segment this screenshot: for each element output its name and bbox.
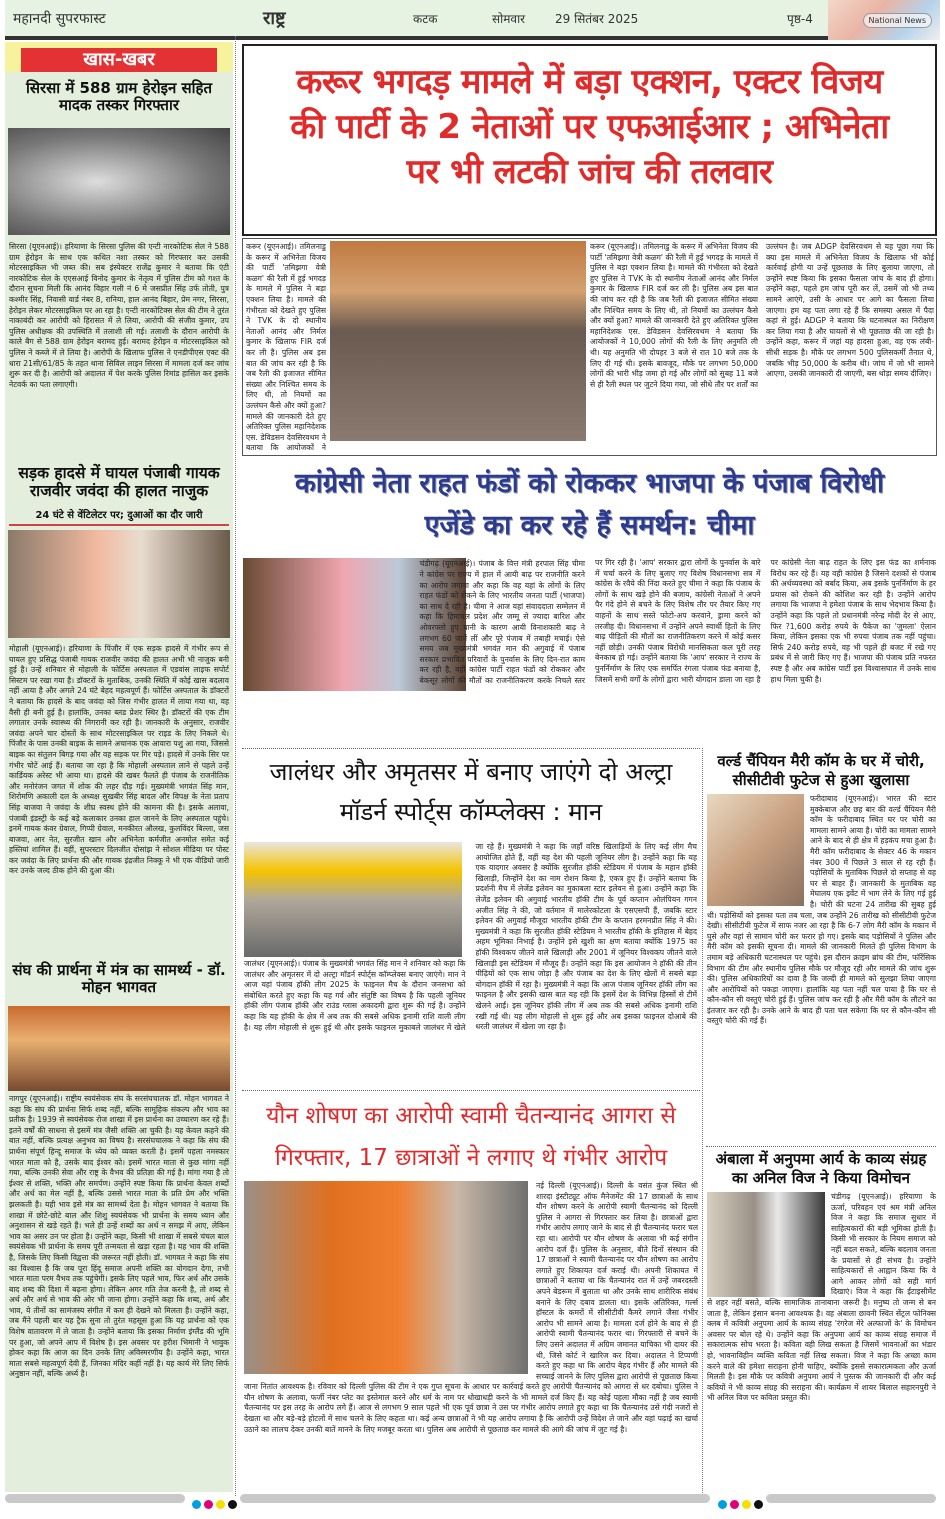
- vijay-rally-photo: [330, 241, 586, 441]
- cyan-dot: [718, 1500, 727, 1509]
- swami-headline-line: यौन शोषण का आरोपी स्वामी चैतन्यानंद आगरा से: [266, 1103, 676, 1129]
- cyan-dot: [192, 1500, 201, 1509]
- day: सोमवार: [492, 11, 526, 26]
- khas-khabar-label: खास-खबर: [21, 48, 217, 72]
- header-rule: [5, 36, 830, 40]
- red-rule: [9, 524, 229, 526]
- story-heroin-headline: सिरसा में 588 ग्राम हेरोइन सहित मादक तस्कर गिरफ्तार: [25, 79, 213, 115]
- black-dot: [754, 1500, 763, 1509]
- lead-headline-line: की पार्टी के 2 नेताओं पर एफआईआर ; अभिनेता: [290, 107, 889, 147]
- story-bhagwat-headline: संघ की प्रार्थना में मंत्र का सामर्थ्य - डॉ. मोहन भागवत: [12, 961, 226, 997]
- footer-bar: [766, 1494, 936, 1503]
- story-singer-subhead: 24 घंटे से वेंटिलेटर पर; दुआओं का दौर जारी: [35, 510, 203, 521]
- magenta-dot: [730, 1500, 739, 1509]
- column-divider: [235, 36, 236, 1496]
- paper-name: महानदी सुपरफास्ट: [13, 10, 106, 27]
- jalandhar-headline-line: मॉडर्न स्पोर्ट्स कॉम्प्लेक्स : मान: [339, 798, 603, 826]
- story-heroin-body: सिरसा (यूएनआई)। हरियाणा के सिरसा पुलिस की एन्टी नारकोटिक सेल ने 588 ग्राम हेरोइन के साथ एक कथित नशा तस्कर को गिरफ्तार कर उसकी मोटरसाइकिल भी जब्त की। सब इंस्पेक्टर राजेंद्र कुमार ने बताया कि एंटी नारकोटिक सेल के एएसआई विनोद कुमार के नेतृत्व में पुलिस टीम को गश्त के दौरान सुचना मिली कि आनंद विहार गली नं 6 मे जसप्रीत सिंह उर्फ तोती, पुत्र कश्मीर सिंह, निवासी वार्ड नंबर 8, रानिया, हाल आनंद बिहार, प्रेम नगर, सिरसा, हेरोइन लेकर मोटरसाइकिल पर आ रहा है। एन्टी नारकोटिक्स सेल की टीम ने तुरंत नाकाबंदी कर आरोपी को हिरासत में ले लिया, आरोपी की संजीव कुमार, उप पुलिस अधीक्षक की उपस्थिति में तलाशी ली गई। तलाशी के दौरान आरोपी के काले बैग से 588 ग्राम हेरोइन बरामद हुई। बरामद हेरोइन व मोटरसाइकिल को पुलिस ने कब्जे में ले लिया है। आरोपी के खिलाफ पुलिस ने एनडीपीएस एक्ट की धारा 21सी/61/85 के तहत थाना सिविल लाइन सिरसा में मामला दर्ज कर जांच शुरू कर दी है। आरोपी को अदालत में पेश करके पुलिस रिमांड हासिल कर इसके नेटवर्क का पता लगाएगी।: [9, 242, 229, 389]
- lead-headline-box: [242, 44, 937, 236]
- marykom-photo: [707, 794, 804, 906]
- swami-body-text: नई दिल्ली (यूएनआई)। दिल्ली के वसंत कुंज स्थित श्री शारदा इंस्टीट्यूट ऑफ मैनेजमेंट की 17 छात्राओं के साथ यौन शोषण करने के आरोपी स्वामी चैतन्यानंद को दिल्ली पुलिस ने आगरा से गिरफ्तार कर लिया है। छात्राओं द्वारा गंभीर आरोप लगाए जाने के बाद से ही चैतन्यानंद फरार चल रहा था। आरोपी पर यौन शोषण के अलावा भी कई संगीन आरोप दर्ज हैं। पुलिस के अनुसार, बीते दिनों संस्थान की 17 छात्राओं ने स्वामी चैतन्यानंद पर यौन शोषण का आरोप लगाते हुए शिकायत दर्ज कराई थी। अपनी शिकायत में छात्राओं ने बताया था कि चैतन्यानंद रात में उन्हें जबरदस्ती अपने बेडरूम में बुलाता था और उनके साथ शारीरिक संबंध बनाने के लिए दबाव डालता था। इसके अतिरिक्त, गर्ल्स हॉस्टल के कमरों में सीसीटीवी कैमरे लगाने जैसा गंभीर आरोप भी सामने आया है। मामला दर्ज होने के बाद से ही आरोपी स्वामी चैतन्यानंद फरार था। गिरफ्तारी से बचने के लिए उसने अदालत में अग्रिम जमानत याचिका भी दायर की थी, जिसे कोर्ट ने खारिज कर दिया। अदालत ने टिप्पणी करते हुए कहा था कि आरोप बेहद गंभीर हैं और मामले की सच्चाई जानने के लिए पुलिस द्वारा आरोपी से पूछताछ किया जाना नितांत आवश्यक है। रविवार को दिल्ली पुलिस की टीम ने एक गुप्त सूचना के आधार पर कार्रवाई करते हुए आरोपी चैतन्यानंद को आगरा से धर दबोचा। पुलिस ने यौन शोषण के अलावा, फर्जी नंबर प्लेट का इस्तेमाल करने और धर्म के नाम पर धोखाधड़ी करने के भी मामले दर्ज किए हैं। यह कोई पहला मौका नहीं है जब स्वामी चैतन्यानंद पर इस तरह के आरोप लगे हैं। आज से लगभग 9 साल पहले भी एक पूर्व छात्रा ने उस पर गंभीर आरोप लगाते हुए कहा था कि चैतन्यानंद उसे गंदी नजरों से देखता था और बड़े-बड़े होटलों में साथ चलने के लिए कहता था। कई अन्य छात्राओं ने भी यह आरोप लगाया है कि आरोपी उन्हें विदेश ले जाने और वहां पढ़ाई का खर्चा उठाने का लालच देकर उनकी बातें मानने के लिए मजबूर करता था। पुलिस अब आरोपी से पूछताछ कर मामले की आगे की जांच में जुट गई है।: [244, 1181, 698, 1434]
- cheema-headline-line: एजेंडे का कर रहे हैं समर्थन: चीमा: [424, 510, 755, 541]
- swami-photo: [244, 1181, 528, 1374]
- lead-body-cols: करूर (यूएनआई)। तमिलनाडु के करूर में अभिनेता विजय की पार्टी 'तमिझगा वेत्री कळग' की रैली में हुई भगदड़ के मामले में पुलिस ने बड़ा एक्शन लिया है। मामले की गंभीरता को देखते हुए पुलिस ने TVK के दो स्थानीय नेताओं आनंद और निर्मल कुमार के खिलाफ FIR दर्ज कर ली है। पुलिस अब इस बात की जांच कर रही है कि जब रैली की इजाजत सीमित संख्या और निश्चित समय के लिए थी, तो नियमों का उल्लंघन कैसे और क्यों हुआ? मामले की जानकारी देते हुए अतिरिक्त पुलिस महानिदेशक एस. डेविडसन देवसिरवथम ने बताया कि आयोजकों ने 10,000 लोगों की रैली के लिए अनुमति ली थी। यह अनुमति भी दोपहर 3 बजे से रात 10 बजे तक के लिए दी गई थी। इसके बावजूद, मौके पर लगभग 50,000 लोगों की भारी भीड़ जमा हो गई और लोगों को सुबह 11 बजे से ही रैली स्थल पर जुटने दिया गया, जो सीधे तौर पर शर्तों का उल्लंघन है। जब ADGP देवसिरवथम से यह पूछा गया कि क्या इस मामले में अभिनेता विजय के खिलाफ भी कोई कार्रवाई होगी या उन्हें पूछताछ के लिए बुलाया जाएगा, तो उन्होंने स्पष्ट किया कि इसका फैसला जांच के बाद ही होगा। उन्होंने कहा, पहले हम जांच पूरी कर लें, उसमें जो भी तथ्य सामने आएंगे, उसी के आधार पर आगे का फैसला लिया जाएगा। हम यह पता लगा रहे हैं कि समस्या असल में पैदा कहां से हुई। ADGP ने बताया कि घटनास्थल का निरीक्षण कर लिया गया है और घायलों से भी पूछताछ की जा रही है। उन्होंने कहा, करूर में जहां यह हादसा हुआ, वह एक लंबी-सीधी सड़क है। मौके पर लगभग 500 पुलिसकर्मी तैनात थे, जबकि भीड़ 50,000 के करीब थी। जांच में जो भी सामने आएगा, उसकी जानकारी दी जाएगी, बस थोड़ा समय दीजिए।: [590, 242, 934, 389]
- yellow-dot: [216, 1500, 225, 1509]
- black-dot: [228, 1500, 237, 1509]
- story-bhagwat-body: नागपुर (यूएनआई)। राष्ट्रीय स्वयंसेवक संघ के सरसंघचालक डॉ. मोहन भागवत ने कहा कि संघ की प्रार्थना सिर्फ शब्द नहीं, बल्कि सामूहिक संकल्प और भाव का प्रतीक है। 1939 से स्वयंसेवक रोज शाखा में इस प्रार्थना का उच्चारण कर रहे हैं। इतने वर्षों की साधना से इसमें मंत्र जैसी शक्ति आ चुकी है। यह केवल कहने की बात नहीं, बल्कि प्रत्यक्ष अनुभव का विषय है। सरसंघचालक ने कहा कि संघ की प्रार्थना संपूर्ण हिन्दू समाज के ध्येय को व्यक्त करती है। इसमें पहला नमस्कार भारत माता को है, उसके बाद ईश्वर को। इसमें भारत माता से कुछ मांगा नहीं गया, बल्कि उनकी सेवा और राष्ट्र के वैभव की प्रतिज्ञा की गई है। मांगा गया है तो ईश्वर से शक्ति, भक्ति और समर्पण। उन्होंने स्पष्ट किया कि प्रार्थना केवल शब्दों और अर्थ का मेल नहीं है, बल्कि उससे भारत माता के प्रति प्रेम और भक्ति झलकती है। यही भाव इसे मंत्र का सामर्थ्य देता है। मोहन भागवत ने बताया कि शाखा में छोटे-छोटे बाल और शिशु स्वयंसेवक भी प्रार्थना के समय ध्यान और अनुशासन से खड़े रहते हैं। भले ही उन्हें शब्दों का अर्थ न समझ में आए, लेकिन भाव का असर उन पर होता है। उन्होंने कहा, किसी भी शाखा में सबसे चंचल बाल स्वयंसेवक भी प्रार्थना के समय पूरी तन्मयता से खड़ा रहता है। यह भाव की शक्ति है, जिसके लिए किसी विद्वत्ता की जरूरत नहीं होती। डॉ. भागवत ने कहा कि संघ का विश्वास है कि जब पूरा हिंदू समाज अपनी शक्ति का योगदान देगा, तभी भारत माता परम वैभव तक पहुंचेगी। इसके लिए पहले भाव, फिर अर्थ और उसके बाद शब्द की दिशा में बढ़ना होगा। लेकिन अगर गति तेज करनी है, तो शब्द से अर्थ और अर्थ से भाव की ओर भी जाना होगा। उन्होंने कहा कि शब्द, अर्थ और भाव, ये तीनों का सामंजस्य संगीत में कम ही देखने को मिलता है। उन्होंने कहा, जब मैंने पहली बार यह ट्रैक सुना तो तुरंत महसूस हुआ कि यह प्रार्थना को एक विशेष वातावरण में ले जाता है। उन्होंने बताया कि इसका निर्माण इंग्लैंड की भूमि पर हुआ, जो अपने आप में विशेष है। इस अवसर पर हरीश भिमानी ने भावुक होकर कहा कि आज का दिन उनके लिए अविस्मरणीय है। उन्होंने कहा, भारत माता सबसे महत्वपूर्ण देवी हैं, जिनका मंदिर कहीं नहीं है। यह कार्य मेरे लिए सिर्फ अनुष्ठान नहीं, बल्कि अर्ध्य है।: [9, 1094, 229, 1379]
- city: कटक: [413, 11, 438, 26]
- lead-body-col1: करूर (यूएनआई)। तमिलनाडु के करूर में अभिनेता विजय की पार्टी 'तमिझगा वेत्री कळग' की रैली में हुई भगदड़ के मामले में पुलिस ने बड़ा एक्शन लिया है। मामले की गंभीरता को देखते हुए पुलिस ने TVK के दो स्थानीय नेताओं आनंद और निर्मल कुमार के खिलाफ FIR दर्ज कर ली है। पुलिस अब इस बात की जांच कर रही है कि जब रैली की इजाजत सीमित संख्या और निश्चित समय के लिए थी, तो नियमों का उल्लंघन कैसे और क्यों हुआ? मामले की जानकारी देते हुए अतिरिक्त पुलिस महानिदेशक एस. डेविडसन देवसिरवथम ने बताया कि आयोजकों ने: [246, 242, 326, 453]
- color-registration-marks: [192, 1494, 240, 1513]
- color-registration-marks: [718, 1494, 766, 1513]
- cheema-body-text: चंडीगढ़ (यूएनआई)। पंजाब के वित्त मंत्री हरपाल सिंह चीमा ने कांग्रेस पर राज्य में हाल में आयी बाढ़ पर राजनीति करने का आरोप लगाया और कहा कि वह यहां के लोगों के लिए राहत फंडों को रोकने के लिए भारतीय जनता पार्टी (भाजपा) का साथ दे रही है। चीमा ने आज यहां संवाददाता सम्मेलन में कहा कि हिमाचल प्रदेश और जम्मू से ज्यादा बारिश और ओवरफ्लो हुए पानी के कारण आयी विनाशकारी बाढ़ ने लगभग 60 जानें लीं और पूरे पंजाब में तबाही मचाई। ऐसे समय जब मुख्यमंत्री भगवंत मान की अगुवाई में पंजाब सरकार प्रभावित परिवारों के पुनर्वास के लिए दिन-रात काम कर रही है, वहीं कांग्रेस पार्टी राहत फंडों को रोककर और बेकसूर लोगों की मौतों का राजनीतिकरण करके निचले स्तर पर गिर रही है। 'आप' सरकार द्वारा लोगों के पुनर्वास के बारे में चर्चा करने के लिए बुलाए गए विशेष विधानसभा सत्र में कांग्रेस के रवैये की निंदा करते हुए चीमा ने कहा कि पंजाब के लोगों के साथ खड़े होने की बजाय, कांग्रेसी नेताओं ने अपने पैर गंदे होने से बचने के लिए विशेष तौर पर तैयार किए गए वाहनों के साथ सस्ते फोटो-अप करवाने, ड्रामा करने को तरजीह दी। विधानसभा में उन्होंने अपने स्वार्थी हितों के लिए बाढ़ पीड़ितों की मौतों का राजनीतिकरण करने में कोई कसर नहीं छोड़ी। उनकी पंजाब विरोधी मानसिकता कल पूरी तरह बेनकाब हो गई। उन्होंने बताया कि 'आप' सरकार ने राज्य के पुनर्निर्माण के लिए एक समर्पित रंगला पंजाब फंड बनाया है, जिसमें सभी वर्गों के लोगों द्वारा भारी योगदान डाला जा रहा है पर कांग्रेसी नेता बाढ़ राहत के लिए इस फंड का शर्मनाक विरोध कर रहे हैं। यह वही कांग्रेस है जिसने दशकों से पंजाब की अर्थव्यवस्था को बर्बाद किया, अब इसके पुनर्निर्माण के हर प्रयास को रोकने की कोशिश कर रही है। उन्होंने आरोप लगाया कि भाजपा ने हमेशा पंजाब के साथ भेदभाव किया है। उन्होंने कहा कि पहले तो प्रधानमंत्री नरेन्द्र मोदी देर से आए, फिर ?1,600 करोड़ रुपये के पैकेज का 'जुमला' ऐलान किया, लेकिन इसका एक भी रुपया पंजाब तक नहीं पहुंचा। सिर्फ 240 करोड़ रुपये, वह भी पहले ही बजट में रखे गए प्रबंध में से जारी किए गए हैं। भाजपा की पंजाब प्रति नफरत स्पष्ट है और अब कांग्रेस पार्टी इस विश्वासघात में उनके साथ हाथ मिला चुकी है।: [419, 558, 936, 685]
- cheema-headline: [242, 463, 937, 547]
- photo-space: [244, 842, 466, 959]
- column-divider: [702, 748, 703, 1493]
- vij-headline: अंबाला में अनुपमा आर्य के काव्य संग्रह का अनिल विज ने किया विमोचन: [715, 1150, 927, 1187]
- lead-headline-line: करूर भगदड़ मामले में बड़ा एक्शन, एक्टर विजय: [296, 62, 883, 102]
- section-name: राष्ट्र: [263, 8, 286, 29]
- page-number: पृष्ठ-4: [787, 11, 813, 26]
- national-news-logo: [828, 0, 940, 40]
- vij-body: [707, 1192, 936, 1487]
- footer-bar: [240, 1494, 710, 1503]
- jalandhar-body-text: जालंधर (यूएनआई)। पंजाब के मुख्यमंत्री भगवंत सिंह मान ने शनिवार को कहा कि जालंधर और अमृतसर में दो अल्ट्रा मॉडर्न स्पोर्ट्स कॉम्प्लेक्स बनाए जाएंगे। मान ने आज यहां पंजाब हॉकी लीग 2025 के फाइनल मैच के दौरान जनसभा को संबोधित करते हुए कहा कि यह गर्व और संतुष्टि का विषय है कि पहली जूनियर हॉकी लीग पंजाब हॉकी और राउंड ग्लास अकादमी द्वारा शुरू की गई है। उन्होंने कहा कि यह हॉकी के क्षेत्र में अब तक की सबसे अधिक इनामी राशि वाली लीग है। यह लीग मोहाली से शुरू हुई थी और इसके फाइनल मुकाबले जालंधर में खेले जा रहे हैं। मुख्यमंत्री ने कहा कि जहाँ वरिष्ठ खिलाड़ियों के लिए कई लीग मैच आयोजित होते हैं, वहीं यह देश की पहली जूनियर लीग है। उन्होंने कहा कि यह एक यादगार अवसर है क्योंकि सुरजीत हॉकी स्टेडियम में पंजाब के महान हॉकी खिलाड़ी, जिन्होंने देश का नाम रोशन किया है, एकत्र हुए हैं। उन्होंने बताया कि प्रदर्शनी मैच में लेजेंड इलेवन का मुकाबला स्टार इलेवन से हुआ। उन्होंने कहा कि लेजेंड इलेवन की अगुवाई भारतीय हॉकी टीम के पूर्व कप्तान ओलंपियन गगन अजीत सिंह ने की, जो वर्तमान में मालेरकोटला के एसएसपी हैं, जबकि स्टार इलेवन की अगुवाई मौजूदा भारतीय हॉकी टीम के कप्तान हरमनप्रीत सिंह ने की। मुख्यमंत्री ने कहा कि सुरजीत हॉकी स्टेडियम ने भारतीय हॉकी के इतिहास में बेहद अहम भूमिका निभाई है। उन्होंने इसे खुशी का क्षण बताया क्योंकि 1975 का हॉकी विश्वकप जीतने वाले खिलाड़ी और 2001 में जूनियर विश्वकप जीतने वाले खिलाड़ी इस स्टेडियम में मौजूद हैं। उन्होंने कहा कि इस आयोजन ने हॉकी की तीन पीढ़ियों को एक साथ जोड़ा है और पंजाब का देश के लिए खेलों में सबसे बड़ा योगदान हॉकी में रहा है। मुख्यमंत्री ने कहा कि आज पंजाब जूनियर हॉकी लीग का फाइनल है और इसकी खास बात यह रही कि इसमें देश के विभिन्न हिस्सों से टीमें खेलने आईं। इस जूनियर हॉकी लीग में अब तक की सबसे अधिक इनामी राशि रखी गई थी। यह लीग मोहाली से शुरू हुई और अब इसका फाइनल दोआबे की धरती जालंधर में खेला जा रहा है।: [244, 842, 697, 1032]
- handcuffs-photo: [8, 128, 230, 235]
- swami-headline-line: गिरफ्तार, 17 छात्राओं ने लगाए थे गंभीर आरोप: [274, 1145, 668, 1171]
- divider: [242, 748, 700, 749]
- story-singer-body: मोहाली (यूएनआई)। हरियाणा के पिंजौर में एक सड़क हादसे में गंभीर रूप से घायल हुए प्रसिद्ध पंजाबी गायक राजवीर जवंदा की हालत अभी भी नाजुक बनी हुई है। उन्हें शनिवार से मोहाली के फोर्टिस अस्पताल में एडवांस लाइफ सपोर्ट सिस्टम पर रखा गया है। डॉक्टरों के मुताबिक, उनकी स्थिति में कोई खास बदलाव नहीं आया है और अगले 24 घंटे बेहद महत्वपूर्ण हैं। फोर्टिस अस्पताल के डॉक्टरों ने बताया कि हादसे के बाद जवंदा को जिस गंभीर हालत में लाया गया था, वह वैसी ही बनी हुई है। हालांकि, उनका ब्लड प्रेशर स्थिर है। डॉक्टरों की एक टीम लगातार उनके स्वास्थ्य की निगरानी कर रही है। जानकारी के अनुसार, राजवीर जवंदा अपने चार दोस्तों के साथ मोटरसाइकिल पर राइड के लिए निकले थे। पिंजौर के पास उनकी बाइक के सामने अचानक एक आवारा पशु आ गया, जिससे बाइक का संतुलन बिगड़ गया और वह सड़क पर गिर पड़े। हादसे में उनके सिर पर गंभीर चोटें आई हैं। बताया जा रहा है कि मोहाली अस्पताल लाने से पहले उन्हें कार्डियक अरेस्ट भी आया था। हादसे की खबर फैलते ही पंजाब के राजनीतिक और मनोरंजन जगत में शोक की लहर दौड़ गई। मुख्यमंत्री भगवंत सिंह मान, शिरोमणि अकाली दल के अध्यक्ष सुखबीर सिंह बादल और विपक्ष के नेता प्रताप सिंह बाजवा ने जवंदा के शीघ्र स्वस्थ होने की कामना की है। इसके अलावा, पंजाबी इंडस्ट्री के कई बड़े कलाकार उनका हाल जानने के लिए अस्पताल पहुंचे। इनमें गायक कंवर ग्रेवाल, गिप्पी ग्रेवाल, मनकीरत औलख, कुलविंदर बिल्ला, जस बाजवा, आर नेत, सुरजीत खान और अभिनेता कर्मजीत अनमोल समेत कई हस्तियां शामिल हैं। वहीं, सुपरस्टार दिलजीत दोसांझ ने सोशल मीडिया पर पोस्ट कर जवंदा के लिए प्रार्थना की और गायक इंद्रजीत निक्कू ने भी एक वीडियो जारी कर उनके जल्द ठीक होने की दुआ की।: [9, 644, 229, 876]
- swami-headline: [242, 1095, 700, 1179]
- yellow-dot: [742, 1500, 751, 1509]
- magenta-dot: [204, 1500, 213, 1509]
- lead-headline: [244, 60, 935, 195]
- divider: [242, 1090, 700, 1091]
- vij-body-text: चंडीगढ़ (यूएनआई)। हरियाणा के ऊर्जा, परिवहन एवं श्रम मंत्री अनिल विज ने कहा कि समाज सुधार में साहित्यकारों की बड़ी भूमिका होती है। किसी भी सरकार के नियम समाज को नहीं बदल सकते, बल्कि बदलाव जनता के प्रयासों से ही संभव है। उन्होंने साहित्यकारों से आह्वान किया कि वे आगे आकर लोगों को सही मार्ग दिखाएं। विज ने कहा कि ईंटाइसीमेंट से शहर नहीं बसते, बल्कि सामाजिक तानाबाना जरूरी है। मनुष्य तो जन्म से बन जाता है, लेकिन इंसान बनना आवश्यक है। वह अंबाला छावनी स्थित सेंट्रल फोनिक्स क्लब में कवित्री अनुपमा आर्य के काव्य संग्रह 'रंगरेज मेरे अल्फाजों के' के विमोचन अवसर पर बोल रहे थे। उन्होंने कहा कि अनुपमा आर्य का काव्य संग्रह समाज में सकारात्मक सोच भरता है। कविता वही लिख सकता है जिसमें भावनाओं का भंडार हो, भावनाविहीन व्यक्ति कविता नहीं लिख सकता। विज ने कहा कि अच्छा काम करने वाले की हमेशा सराहना होनी चाहिए, क्योंकि इससे सकारात्मकता और ऊर्जा मिलती है। इस मौके पर कवित्री अनुपमा आर्य ने पुस्तक की जानकारी दी और कई कवियों ने भी काव्य संग्रह की सराहना की। कार्यक्रम में शायर बिलाल सहारनपुरी ने भी अनिल विज पर कविता प्रस्तुत की।: [707, 1192, 936, 1403]
- footer-bar: [5, 1494, 185, 1503]
- page-header: [5, 0, 935, 36]
- marykom-headline: वर्ल्ड चैंपियन मैरी कॉम के घर में चोरी, सीसीटीवी फुटेज से हुआ खुलासा: [717, 752, 925, 789]
- jalandhar-body: [244, 842, 697, 1087]
- rss-event-photo: [8, 1006, 230, 1091]
- story-singer-headline: सड़क हादसे में घायल पंजाबी गायक राजवीर जवंदा की हालत नाजुक: [18, 464, 220, 500]
- cheema-body: [244, 558, 936, 744]
- marykom-body-text: फरीदाबाद (यूएनआई)। भारत की स्टार मुक्केबाज और छह बार की वर्ल्ड चैंपियन मैरी कॉम के फरीदाबाद स्थित घर पर चोरी का मामला सामने आया है। चोरी का मामला सामने आने के बाद से ही क्षेत्र में हड़कंप मचा हुआ है। मैरी कॉम फरीदाबाद के सेक्टर 46 के मकान नंबर 300 में पिछले 3 साल से रह रही हैं। पड़ोसियों के मुताबिक पिछले दो सप्ताह से वह घर से बाहर हैं। जानकारी के मुताबिक वह मेघालय एक इवेंट में भाग लेने के लिए गई हुई है। चोरी की घटना 24 तारीख की सुबह हुई थी। पड़ोसियों को इसका पता तब चला, जब उन्होंने 26 तारीख को सीसीटीवी फुटेज देखी। सीसीटीवी फुटेज में साफ नजर आ रहा है कि 6-7 लोग मैरी कॉम के मकान में घुसे और वहां से सामान चोरी कर फरार हो गए। इसके बाद पड़ोसियों ने पुलिस और मैरी कॉम को इसकी सूचना दी। मामले की जानकारी मिलते ही पुलिस विभाग के तमाम बड़े अधिकारी घटनास्थल पर पहुंचे। इस दौरान क्राइम ब्रांच की टीम, फॉरेंसिक विभाग की टीम और स्थानीय पुलिस मौके पर मौजूद रही और मामले की जांच शुरू की। पुलिस अधिकारियों का दावा है कि जल्दी ही मामले को सुलझा लिया जाएगा और आरोपियों को पकड़ा जाएगा। हालांकि यह पता नहीं चल पाया है कि घर से कौन-कौन सी वस्तुएं चोरी हुई हैं। पुलिस जांच कर रही है और मैरी कॉम के लौटने का इंतजार कर रही है। उनके आने के बाद ही पता चल सकेगा कि घर से कौन-कौन सी वस्तुएं चोरी की गई हैं।: [707, 794, 936, 1026]
- cheema-headline-line: कांग्रेसी नेता राहत फंडों को रोककर भाजपा के पंजाब विरोधी: [295, 468, 884, 499]
- date: 29 सितंबर 2025: [555, 11, 639, 26]
- divider: [706, 1146, 936, 1147]
- jalandhar-headline-line: जालंधर और अमृतसर में बनाए जाएंगे दो अल्ट्रा: [269, 758, 673, 786]
- swami-body: [244, 1181, 698, 1486]
- vij-photo: [707, 1192, 825, 1297]
- lead-headline-line: पर भी लटकी जांच की तलवार: [406, 152, 773, 192]
- jalandhar-headline: [242, 752, 700, 832]
- singer-photo: [8, 530, 230, 638]
- marykom-body: [707, 794, 936, 1144]
- logo-text: National News: [863, 13, 933, 28]
